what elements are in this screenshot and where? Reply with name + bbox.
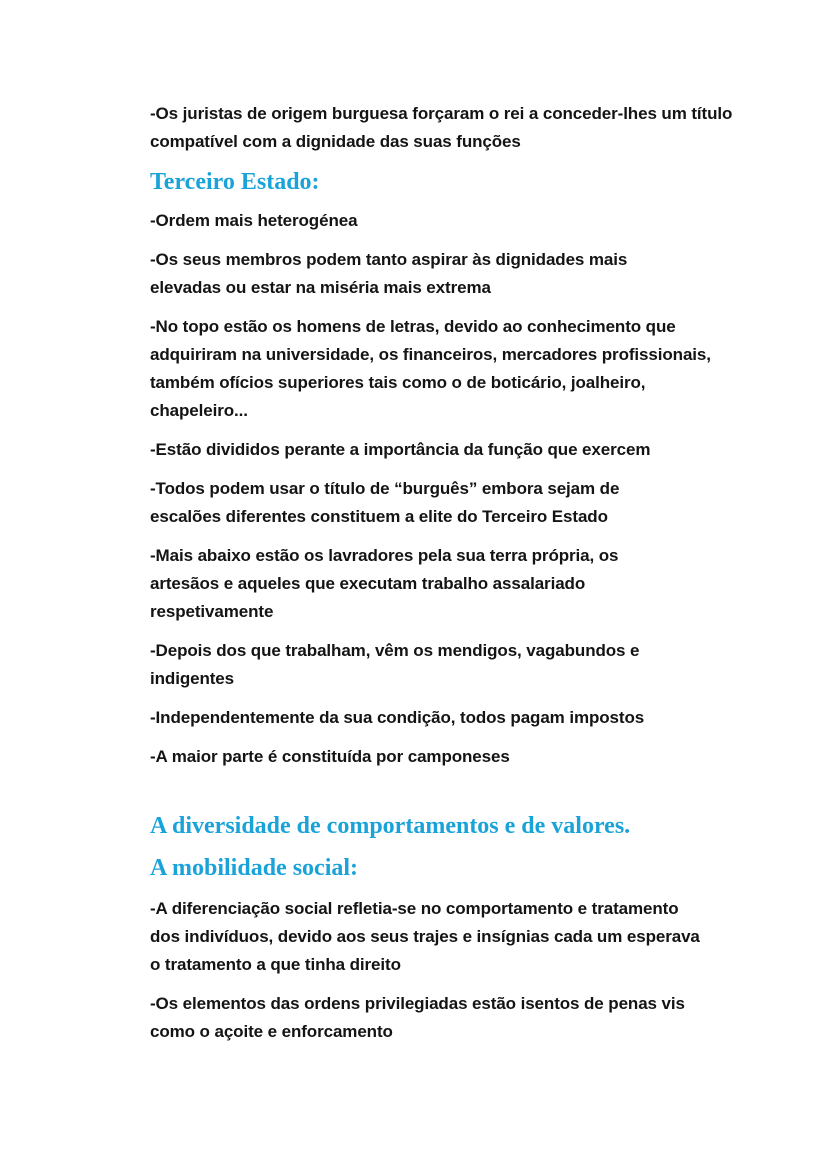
section-heading-mobilidade-social: A mobilidade social: (150, 855, 359, 881)
paragraph-topo-homens-letras: -No topo estão os homens de letras, devido ao conhecimento que adquiriram na universidade, os financeiros, mercadores profissionais, também ofícios superiores tais como o de boticário, joalheiro, chapeleiro... (150, 317, 711, 420)
section-heading-diversidade: A diversidade de comportamentos e de valores. (150, 813, 631, 839)
page-content (150, 100, 750, 1057)
paragraph-titulo-burgues: -Todos podem usar o título de “burguês” embora sejam de escalões diferentes constituem a elite do Terceiro Estado (150, 479, 620, 526)
paragraph-ordens-privilegiadas: -Os elementos das ordens privilegiadas estão isentos de penas vis como o açoite e enforcamento (150, 994, 685, 1041)
paragraph-divididos-funcao: -Estão divididos perante a importância da função que exercem (150, 440, 651, 459)
paragraph-todos-pagam-impostos: -Independentemente da sua condição, todos pagam impostos (150, 708, 645, 727)
intro-paragraph: -Os juristas de origem burguesa forçaram o rei a conceder-lhes um título compatível com a dignidade das suas funções (150, 104, 733, 151)
paragraph-lavradores-artesaos: -Mais abaixo estão os lavradores pela sua terra própria, os artesãos e aqueles que executam trabalho assalariado respetivamente (150, 546, 619, 621)
paragraph-ordem-heterogenea: -Ordem mais heterogénea (150, 211, 358, 230)
paragraph-mendigos-vagabundos: -Depois dos que trabalham, vêm os mendigos, vagabundos e indigentes (150, 641, 640, 688)
paragraph-diferenciacao-social: -A diferenciação social refletia-se no comportamento e tratamento dos indivíduos, devido aos seus trajes e insígnias cada um esperava o tratamento a que tinha direito (150, 899, 700, 974)
paragraph-membros-dignidades: -Os seus membros podem tanto aspirar às dignidades mais elevadas ou estar na miséria mais extrema (150, 250, 628, 297)
paragraph-camponeses: -A maior parte é constituída por camponeses (150, 747, 510, 766)
section-heading-terceiro-estado: Terceiro Estado: (150, 169, 320, 195)
